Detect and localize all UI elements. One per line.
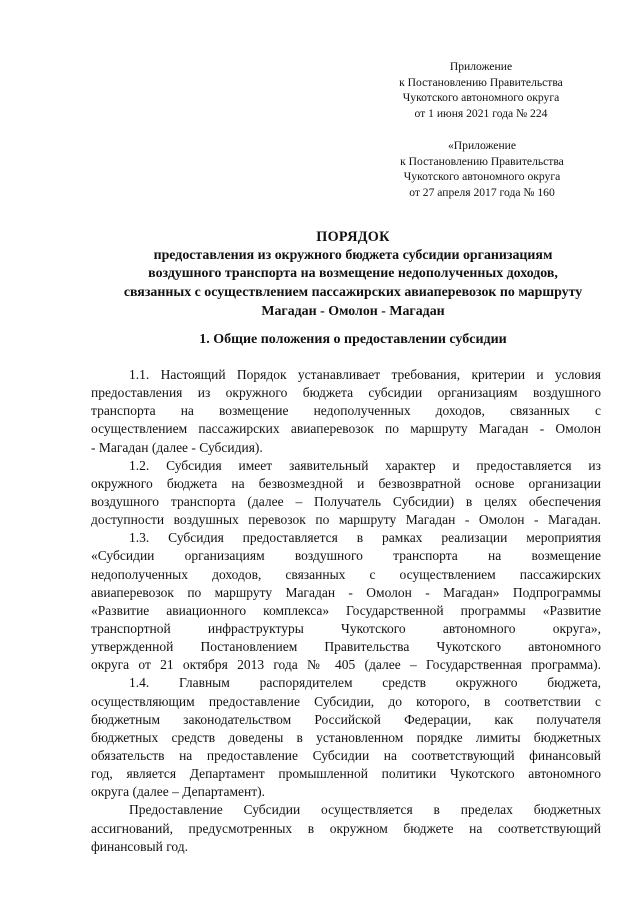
body-text-line: бюджетных средств доведены в установленном порядке лимиты бюджетных [91,729,601,745]
body-text-line: воздушного транспорта (далее – Получатель Субсидии) в целях обеспечения [91,493,601,509]
body-text-line: бюджетным законодательством Российской Федерации, как получателя [91,711,601,727]
body-text-line: недополученных доходов, связанных с осуществлением пассажирских [91,566,601,582]
body-text-line: «Развитие авиационного комплекса» Государственной программы «Развитие [91,602,601,618]
appendix-line: Приложение [449,60,513,73]
body-text-line: Предоставление Субсидии осуществляется в пределах бюджетных [129,802,601,818]
body-text-line: 1.1. Настоящий Порядок устанавливает требования, критерии и условия [129,367,601,382]
body-text-line: - Магадан (далее - Субсидия). [91,439,263,455]
appendix-line: от 27 апреля 2017 года № 160 [409,185,555,199]
body-text-line: доступности воздушных перевозок по маршруту Магадан - Омолон - Магадан. [91,512,601,528]
appendix-reference-previous [362,138,602,200]
title-line: связанных с осуществлением пассажирских авиаперевозок по маршруту [123,285,583,301]
body-text-line: округа от 21 октября 2013 года № 405 (далее – Государственная программа). [91,657,601,673]
appendix-line: «Приложение [447,139,517,152]
body-text-line: «Субсидии организациям воздушного транспорта на возмещение [91,548,601,564]
document-title [86,228,620,322]
body-text-line: транспортной инфраструктуры Чукотского автономного округа», [91,620,601,636]
appendix-line: к Постановлению Правительства [400,154,564,168]
body-text-line: год, является Департамент промышленной политики Чукотского автономного [91,766,601,782]
body-text-line: окружного бюджета на безвозмездной и безвозвратной основе организации [91,475,601,491]
body-text-line: осуществляющим предоставление Субсидии, до которого, в соответствии с [91,693,601,709]
appendix-line: Чукотского автономного округа [403,170,561,184]
title-line: воздушного транспорта на возмещение недополученных доходов, [148,266,558,282]
body-text-line: финансовый год. [91,838,189,854]
body-text-line: ассигнований, предусмотренных в окружном бюджете на соответствующий [91,820,601,836]
body-text-line: осуществлением пассажирских авиаперевозок по маршруту Магадан - Омолон [91,421,601,437]
body-text-line: обязательств на предоставление Субсидии на соответствующий финансовый [91,747,601,763]
title-line: предоставления из окружного бюджета субсидии организациям [153,247,553,263]
document-body [91,366,601,856]
body-text-line: округа (далее – Департамент). [91,784,265,800]
body-text-line: утвержденной Постановлением Правительства Чукотского автономного [91,639,601,655]
body-text-line: 1.4. Главным распорядителем средств окружного бюджета, [129,675,601,691]
body-text-line: предоставления из окружного бюджета субсидии организациям воздушного [91,385,601,401]
appendix-line: от 1 июня 2021 года № 224 [414,106,548,120]
appendix-reference-current [361,59,601,121]
body-text-line: 1.3. Субсидия предоставляется в рамках реализации мероприятия [129,530,601,546]
appendix-line: к Постановлению Правительства [399,75,563,89]
title-main: ПОРЯДОК [316,229,390,245]
appendix-line: Чукотского автономного округа [402,91,560,105]
body-text-line: 1.2. Субсидия имеет заявительный характер и предоставляется из [129,457,601,473]
body-text-line: авиаперевозок по маршруту Магадан - Омолон - Магадан» Подпрограммы [91,584,601,600]
title-line: Магадан - Омолон - Магадан [261,303,445,319]
section-heading: 1. Общие положения о предоставлении субсидии [199,332,507,347]
body-text-line: транспорта на возмещение недополученных доходов, связанных с [91,403,601,419]
